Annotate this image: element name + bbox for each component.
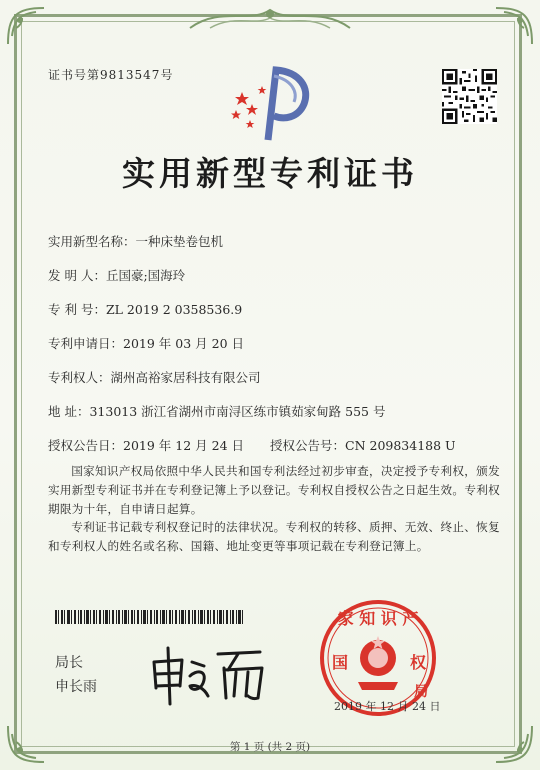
field-label: 授权公告日：	[48, 438, 124, 453]
top-ornament-icon	[180, 4, 360, 32]
field-inventor	[48, 266, 185, 284]
seal-date: 2019 年 12 月 24 日	[334, 700, 441, 713]
svg-text:家 知 识 产: 家 知 识 产	[337, 609, 419, 628]
body-paragraph: 专利证书记载专利权登记时的法律状况。专利权的转移、质押、无效、终止、恢复和专利权人的姓名或名称、国籍、地址变更等事项记载在专利登记簿上。	[48, 520, 500, 553]
signatory-name: 申长雨	[55, 679, 97, 695]
field-value: 湖州高裕家居科技有限公司	[110, 370, 261, 385]
certificate-number: 证书号第9813547号	[48, 68, 174, 82]
signatory-title: 局长	[55, 655, 83, 671]
barcode-icon	[55, 610, 243, 624]
field-patentee	[48, 368, 261, 386]
corner-ornament-icon	[494, 6, 534, 46]
document-title: 实用新型专利证书	[122, 154, 418, 193]
field-value: CN 209834188 U	[345, 438, 456, 453]
field-filing-date	[48, 334, 244, 352]
svg-text:国: 国	[332, 653, 349, 672]
field-label: 专利权人：	[48, 370, 111, 385]
field-label: 实用新型名称：	[48, 234, 136, 249]
field-label: 专 利 号：	[48, 302, 106, 317]
field-value: 2019 年 12 月 24 日	[123, 438, 245, 453]
field-announcement-date	[48, 436, 244, 454]
handwritten-signature-icon	[148, 640, 273, 708]
field-value: 丘国豪;国海玲	[105, 268, 186, 283]
field-label: 授权公告号：	[270, 438, 346, 453]
page-number: 第 1 页 (共 2 页)	[229, 741, 311, 753]
field-label: 地 址：	[48, 404, 90, 419]
patent-office-logo-icon	[228, 66, 312, 142]
corner-ornament-icon	[6, 6, 46, 46]
field-label: 发 明 人：	[48, 268, 106, 283]
svg-text:权: 权	[410, 653, 427, 672]
field-label: 专利申请日：	[48, 336, 124, 351]
field-announcement-number	[270, 436, 456, 454]
field-value: ZL 2019 2 0358536.9	[105, 302, 243, 317]
field-address	[48, 402, 385, 420]
svg-text:局: 局	[414, 684, 428, 700]
body-paragraph: 国家知识产权局依照中华人民共和国专利法经过初步审查，决定授予专利权，颁发实用新型专利证书并在专利登记簿上予以登记。专利权自授权公告之日起生效。专利权期限为十年，自申请日起算。	[48, 464, 500, 516]
field-value: 313013 浙江省湖州市南浔区练市镇茹家甸路 555 号	[89, 404, 386, 419]
field-patent-number	[48, 300, 242, 318]
field-value: 一种床垫卷包机	[135, 234, 224, 249]
qr-code-icon	[442, 69, 497, 124]
field-utility-model-name	[48, 232, 223, 250]
field-value: 2019 年 03 月 20 日	[123, 336, 245, 351]
